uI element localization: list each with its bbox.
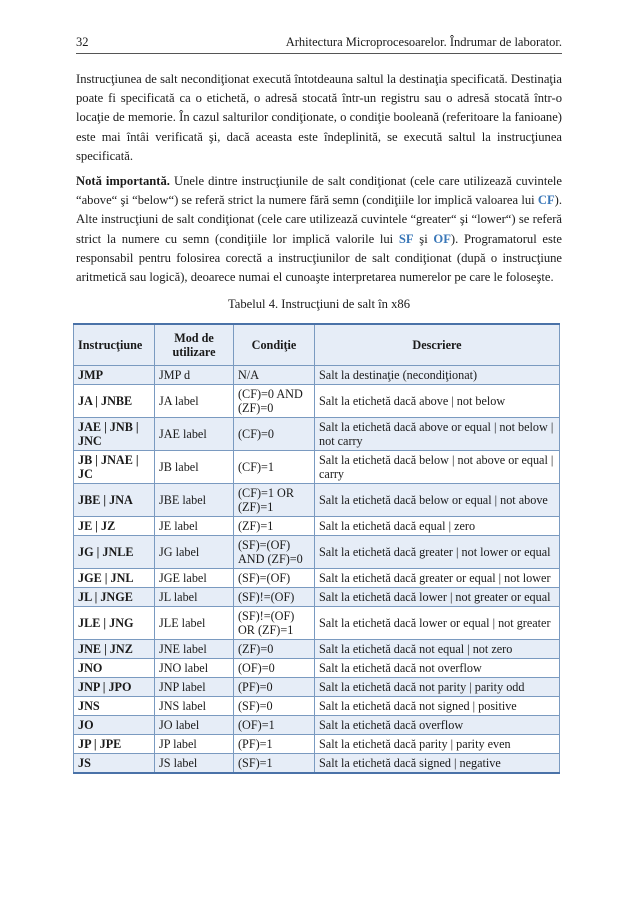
- cell-condition: (ZF)=0: [234, 640, 315, 659]
- flag-cf: CF: [537, 193, 555, 208]
- cell-instruction: JE | JZ: [74, 517, 155, 536]
- cell-description: Salt la etichetă dacă lower or equal | not greater: [315, 607, 560, 640]
- cell-instruction: JBE | JNA: [74, 484, 155, 517]
- paragraph-unconditional-jump: Instrucţiunea de salt necondiţionat execută întotdeauna saltul la destinaţia specificată. Destinaţia poate fi specificată ca o etichetă, o adresă stocată într-un registru sau o adresă stocată într-o locaţie de memorie. În cazul salturilor condiţionate, o condiţie booleană (referitoare la fanioane) este mai întâi verificată şi, dacă aceasta este îndeplinită, se execută saltul la instrucţiunea specificată.: [76, 72, 562, 163]
- cell-instruction: JB | JNAE | JC: [74, 451, 155, 484]
- table-row: [74, 588, 560, 607]
- table-body: [74, 366, 560, 774]
- cell-instruction: JNO: [74, 659, 155, 678]
- cell-instruction: JMP: [74, 366, 155, 385]
- cell-usage: JAE label: [155, 418, 234, 451]
- cell-instruction: JS: [74, 754, 155, 774]
- cell-description: Salt la etichetă dacă above | not below: [315, 385, 560, 418]
- cell-description: Salt la etichetă dacă lower | not greater or equal: [315, 588, 560, 607]
- cell-instruction: JG | JNLE: [74, 536, 155, 569]
- table-row: [74, 569, 560, 588]
- cell-condition: (SF)!=(OF): [234, 588, 315, 607]
- cell-description: Salt la etichetă dacă below or equal | not above: [315, 484, 560, 517]
- cell-description: Salt la etichetă dacă below | not above or equal | carry: [315, 451, 560, 484]
- cell-instruction: JNP | JPO: [74, 678, 155, 697]
- cell-usage: JE label: [155, 517, 234, 536]
- table-row: [74, 366, 560, 385]
- cell-instruction: JGE | JNL: [74, 569, 155, 588]
- column-header-instruction: Instrucţiune: [74, 324, 155, 366]
- table-row: [74, 484, 560, 517]
- cell-condition: (PF)=0: [234, 678, 315, 697]
- table-row: [74, 640, 560, 659]
- cell-condition: (CF)=1: [234, 451, 315, 484]
- column-header-usage: Mod de utilizare: [155, 324, 234, 366]
- cell-instruction: JNE | JNZ: [74, 640, 155, 659]
- cell-instruction: JL | JNGE: [74, 588, 155, 607]
- table-row: [74, 735, 560, 754]
- cell-usage: JP label: [155, 735, 234, 754]
- cell-condition: (SF)=(OF): [234, 569, 315, 588]
- cell-instruction: JLE | JNG: [74, 607, 155, 640]
- page-header: [76, 33, 562, 54]
- cell-description: Salt la etichetă dacă parity | parity even: [315, 735, 560, 754]
- table-row: [74, 659, 560, 678]
- table-row: [74, 451, 560, 484]
- cell-instruction: JNS: [74, 697, 155, 716]
- cell-condition: (SF)=0: [234, 697, 315, 716]
- table-row: [74, 697, 560, 716]
- table-row: [74, 754, 560, 774]
- cell-instruction: JO: [74, 716, 155, 735]
- table-row: [74, 678, 560, 697]
- cell-description: Salt la etichetă dacă overflow: [315, 716, 560, 735]
- cell-usage: JBE label: [155, 484, 234, 517]
- cell-condition: (SF)=(OF) AND (ZF)=0: [234, 536, 315, 569]
- cell-usage: JA label: [155, 385, 234, 418]
- note-text-c: şi: [413, 231, 434, 246]
- cell-usage: JB label: [155, 451, 234, 484]
- cell-condition: (OF)=0: [234, 659, 315, 678]
- note-lead: Notă importantă.: [76, 174, 170, 189]
- column-header-description: Descriere: [315, 324, 560, 366]
- cell-condition: (CF)=0: [234, 418, 315, 451]
- cell-condition: (OF)=1: [234, 716, 315, 735]
- cell-instruction: JP | JPE: [74, 735, 155, 754]
- cell-description: Salt la destinaţie (necondiţionat): [315, 366, 560, 385]
- cell-usage: JNE label: [155, 640, 234, 659]
- flag-sf: SF: [398, 231, 414, 246]
- cell-usage: JLE label: [155, 607, 234, 640]
- cell-condition: (SF)=1: [234, 754, 315, 774]
- cell-usage: JL label: [155, 588, 234, 607]
- table-caption: Tabelul 4. Instrucţiuni de salt în x86: [227, 297, 411, 312]
- table-row: [74, 716, 560, 735]
- table-row: [74, 536, 560, 569]
- running-title: Arhitectura Microprocesoarelor. Îndrumar de laborator.: [285, 35, 562, 49]
- table-row: [74, 607, 560, 640]
- cell-instruction: JAE | JNB | JNC: [74, 418, 155, 451]
- page-body: [76, 70, 562, 774]
- cell-condition: (PF)=1: [234, 735, 315, 754]
- cell-condition: (SF)!=(OF) OR (ZF)=1: [234, 607, 315, 640]
- cell-condition: (ZF)=1: [234, 517, 315, 536]
- cell-condition: N/A: [234, 366, 315, 385]
- cell-usage: JNS label: [155, 697, 234, 716]
- table-header-row: [74, 324, 560, 366]
- cell-description: Salt la etichetă dacă not signed | positive: [315, 697, 560, 716]
- flag-of: OF: [433, 231, 451, 246]
- cell-usage: JNO label: [155, 659, 234, 678]
- column-header-condition: Condiţie: [234, 324, 315, 366]
- cell-condition: (CF)=0 AND (ZF)=0: [234, 385, 315, 418]
- cell-usage: JO label: [155, 716, 234, 735]
- table-row: [74, 385, 560, 418]
- page-number: 32: [76, 35, 89, 49]
- cell-usage: JNP label: [155, 678, 234, 697]
- jump-instructions-table: [73, 323, 560, 774]
- cell-instruction: JA | JNBE: [74, 385, 155, 418]
- cell-description: Salt la etichetă dacă signed | negative: [315, 754, 560, 774]
- cell-description: Salt la etichetă dacă equal | zero: [315, 517, 560, 536]
- paragraph-important-note: [76, 172, 562, 287]
- note-text-a: Unele dintre instrucţiunile de salt condiţionat (cele care utilizează cuvintele “above“ şi “below“) se referă strict la numere fără semn (condiţiile lor implică valoarea lui: [76, 174, 563, 208]
- note-text-b: ). Alte instrucţiuni de salt condiţionat (cele care utilizează cuvintele “greater“ şi “lower“) se referă strict la numere cu semn (condiţiile lor implică valorile lui: [76, 193, 562, 246]
- cell-usage: JG label: [155, 536, 234, 569]
- table-row: [74, 517, 560, 536]
- cell-description: Salt la etichetă dacă greater or equal | not lower: [315, 569, 560, 588]
- cell-description: Salt la etichetă dacă not equal | not zero: [315, 640, 560, 659]
- cell-usage: JGE label: [155, 569, 234, 588]
- cell-description: Salt la etichetă dacă not overflow: [315, 659, 560, 678]
- cell-usage: JS label: [155, 754, 234, 774]
- note-text-d: ). Programatorul este responsabil pentru folosirea corectă a instrucţiunilor de salt condiţionat (după o instrucţiune aritmetică sau logică), deoarece numai el cunoaşte interpretarea numerelor pe care le foloseşte.: [76, 231, 563, 285]
- cell-description: Salt la etichetă dacă not parity | parity odd: [315, 678, 560, 697]
- cell-condition: (CF)=1 OR (ZF)=1: [234, 484, 315, 517]
- cell-usage: JMP d: [155, 366, 234, 385]
- cell-description: Salt la etichetă dacă above or equal | not below | not carry: [315, 418, 560, 451]
- cell-description: Salt la etichetă dacă greater | not lower or equal: [315, 536, 560, 569]
- table-row: [74, 418, 560, 451]
